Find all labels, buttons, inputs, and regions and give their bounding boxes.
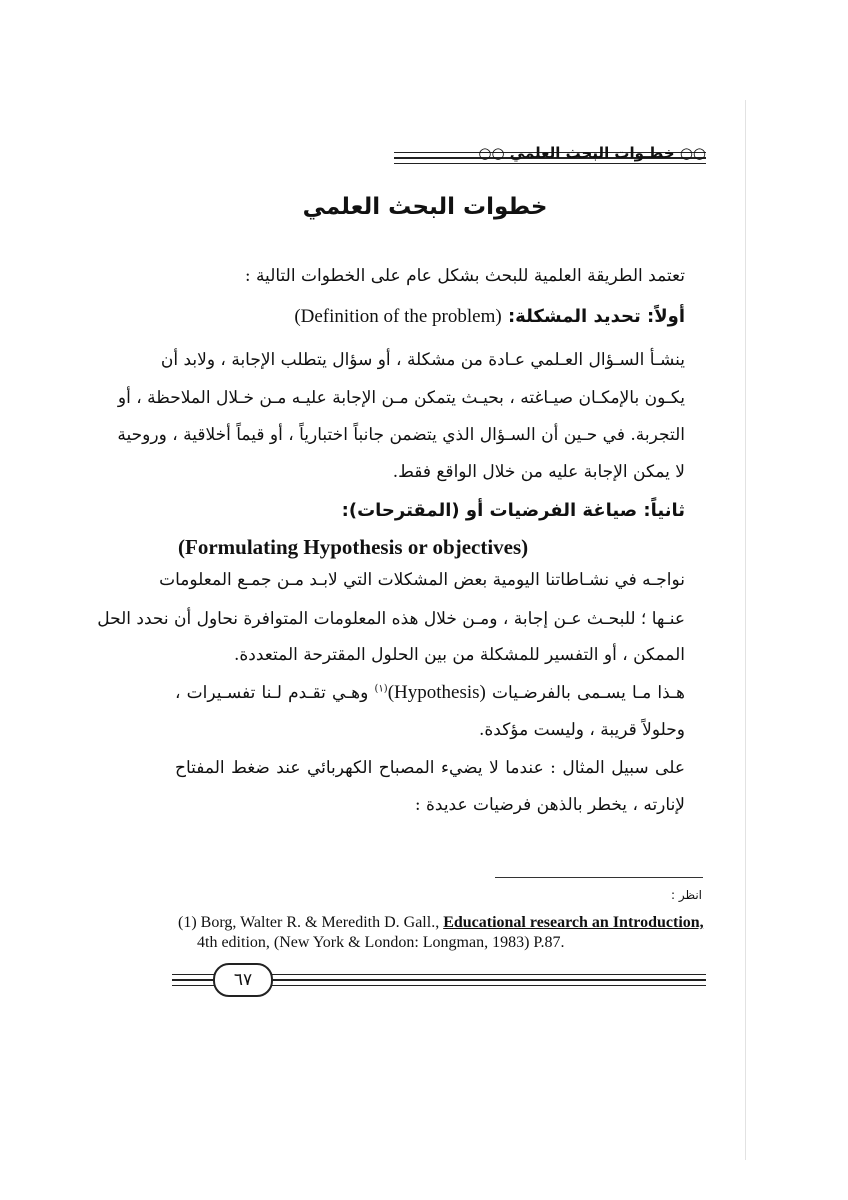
section2-line: عنـها ؛ للبحـث عـن إجابة ، ومـن خلال هذه المعلومات المتوافرة نحاول أن نحدد الحل <box>97 609 685 629</box>
example-line: على سبيل المثال : عندما لا يضيء المصباح الكهربائي عند ضغط المفتاح <box>175 758 685 778</box>
running-header <box>172 142 706 170</box>
intro-paragraph: تعتمد الطريقة العلمية للبحث بشكل عام على الخطوات التالية : <box>244 266 685 286</box>
footnote-rule <box>495 877 703 878</box>
page-number: ٦٧ <box>213 963 273 997</box>
section1-line: التجربة. في حـين أن السـؤال الذي يتضمن جانباً اختبارياً ، أو قيماً أخلاقية ، وروحية <box>117 425 685 445</box>
page-edge <box>745 100 746 1160</box>
running-title: ○○ خطـوات البحث العلمي ○○ <box>478 144 706 162</box>
section1-line: يكـون بالإمكـان صيـاغته ، بحيـث يتمكن مـن الإجابة عليـه مـن خـلال الملاحظة ، أو <box>117 388 685 408</box>
section1-heading <box>294 306 685 328</box>
footnote-label: انظر : <box>671 888 702 902</box>
example-line: لإنارته ، يخطر بالذهن فرضيات عديدة : <box>414 795 685 815</box>
section1-line: لا يمكن الإجابة عليه من خلال الواقع فقط. <box>392 462 685 482</box>
hypothesis-text-before: هـذا مـا يسـمى بالفرضـيات <box>492 683 685 703</box>
section2-line: وحلولاً قريبة ، وليست مؤكدة. <box>478 720 685 740</box>
footnote-book-title: Educational research an Introduction, <box>443 914 704 931</box>
footnote-authors: Borg, Walter R. & Meredith D. Gall., <box>200 914 440 931</box>
section1-line: ينشـأ السـؤال العـلمي عـادة من مشكلة ، أو سؤال يتطلب الإجابة ، ولابد أن <box>160 350 685 370</box>
section2-line: الممكن ، أو التفسير للمشكلة من بين الحلول المقترحة المتعددة. <box>234 645 685 665</box>
footnote-number: (1) <box>178 914 197 931</box>
hypothesis-text-after: وهـي تقـدم لـنا تفسـيرات ، <box>175 683 369 703</box>
footnote-ref: (١) <box>374 683 388 695</box>
hypothesis-term: (Hypothesis) <box>387 682 486 703</box>
section2-line: نواجـه في نشـاطاتنا اليومية بعض المشكلات التي لابـد مـن جمـع المعلومات <box>159 570 685 590</box>
section2-heading-arabic: ثانياً: صياغة الفرضيات أو (المقترحات): <box>341 500 685 521</box>
page-title: خطوات البحث العلمي <box>302 194 548 220</box>
header-rule <box>394 163 706 164</box>
section2-heading-english: (Formulating Hypothesis or objectives) <box>178 535 529 559</box>
footnote-line <box>178 914 704 932</box>
section1-heading-english: (Definition of the problem) <box>294 306 502 327</box>
section1-heading-arabic: أولاً: تحديد المشكلة: <box>507 306 685 327</box>
hypothesis-line <box>175 682 685 704</box>
footnote-line-2: 4th edition, (New York & London: Longman, 1983) P.87. <box>197 934 565 951</box>
